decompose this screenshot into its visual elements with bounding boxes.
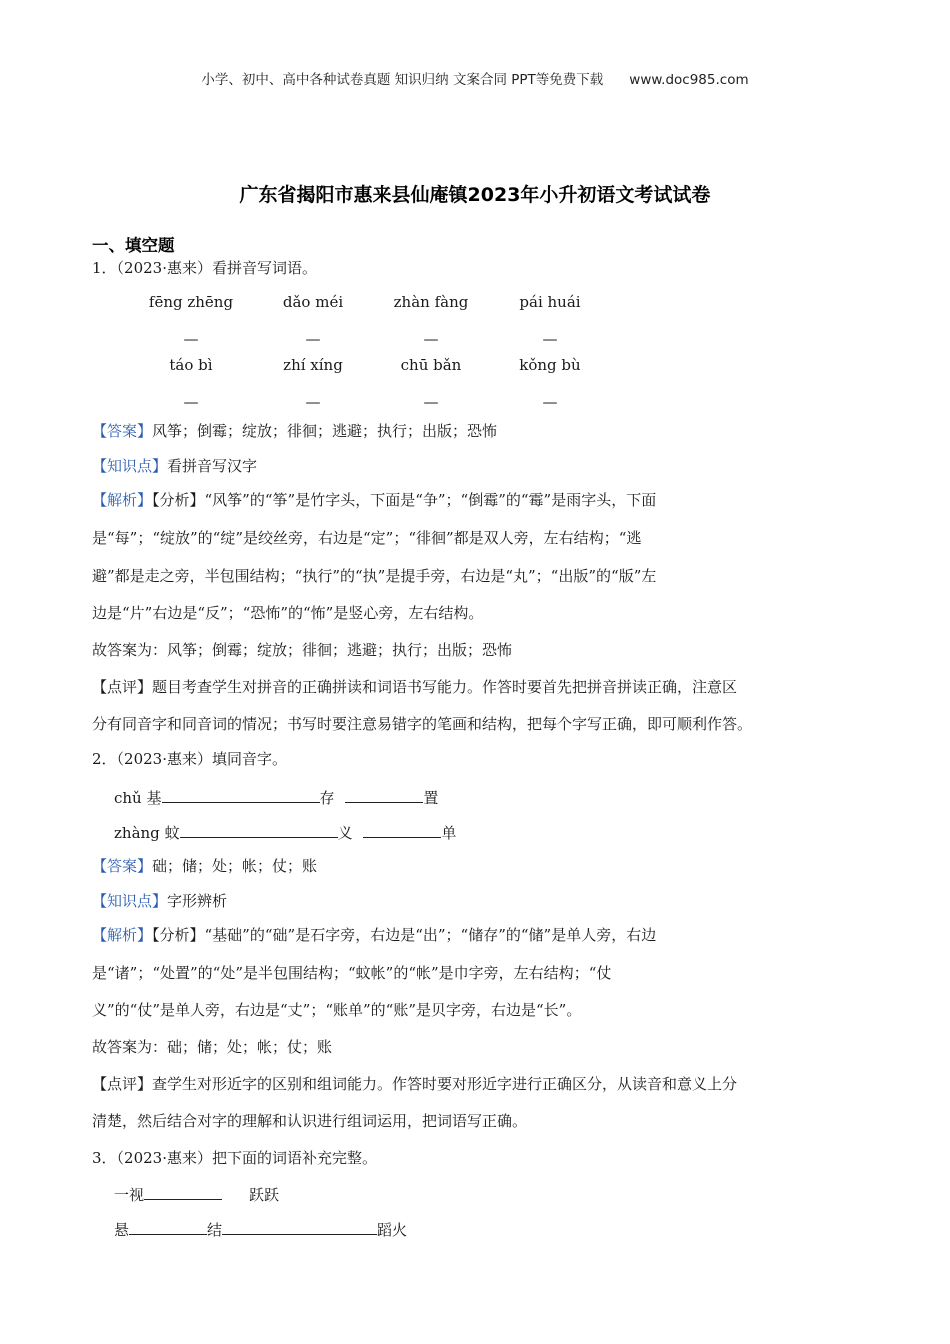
- q1-stem-text: （2023·惠来）看拼音写词语。: [116, 259, 317, 277]
- q2-analysis-text: 【分析】“基础”的“础”是石字旁，右边是“出”；“储存”的“储”是单人旁，右边: [152, 926, 657, 944]
- q2-char: 置: [423, 789, 439, 807]
- analysis-tag: 【解析】: [92, 926, 153, 944]
- header-text: 小学、初中、高中各种试卷真题 知识归纳 文案合同 PPT等免费下载: [201, 72, 604, 88]
- q3-word-part: 蹈火: [377, 1221, 408, 1239]
- q3-stem: [92, 1148, 377, 1168]
- q1-answer-blank[interactable]: —: [305, 393, 321, 411]
- q1-number: 1．: [92, 259, 117, 277]
- answer-tag: 【答案】: [92, 422, 153, 440]
- q3-word-part: 悬: [114, 1221, 130, 1239]
- q1-pinyin: dǎo méi: [282, 293, 344, 311]
- q2-so-answer: 故答案为：础；储；处；帐；仗；账: [92, 1038, 333, 1056]
- q1-knowledge: [92, 456, 257, 476]
- header-url[interactable]: www.doc985.com: [629, 72, 749, 88]
- q1-answer-blank[interactable]: —: [542, 330, 558, 348]
- q1-analysis-line: [92, 490, 656, 510]
- q3-number: 3．: [92, 1149, 117, 1167]
- knowledge-tag: 【知识点】: [92, 457, 168, 475]
- q2-blank[interactable]: [162, 786, 320, 803]
- q3-word-part: 结: [207, 1221, 223, 1239]
- q1-analysis-text: 【分析】“风筝”的“筝”是竹字头，下面是“争”；“倒霉”的“霉”是雨字头，下面: [152, 491, 657, 509]
- q1-analysis-line: 边是“片”右边是“反”；“恐怖”的“怖”是竖心旁，左右结构。: [92, 604, 484, 622]
- knowledge-tag: 【知识点】: [92, 892, 168, 910]
- q2-row: [114, 786, 438, 808]
- q2-analysis-line: [92, 925, 656, 945]
- q3-row: [114, 1183, 279, 1205]
- q2-pinyin: zhàng: [114, 824, 160, 842]
- q1-answer: [92, 421, 497, 441]
- q2-stem-text: （2023·惠来）填同音字。: [116, 750, 287, 768]
- q2-comment-line: 清楚，然后结合对字的理解和认识进行组词运用，把词语写正确。: [92, 1112, 528, 1130]
- q2-char: 义: [337, 824, 353, 842]
- q3-stem-text: （2023·惠来）把下面的词语补充完整。: [116, 1149, 377, 1167]
- q1-pinyin: zhàn fàng: [393, 293, 469, 311]
- q3-row: [114, 1218, 407, 1240]
- q1-pinyin: táo bì: [169, 356, 213, 374]
- q1-so-answer: 故答案为：风筝；倒霉；绽放；徘徊；逃避；执行；出版；恐怖: [92, 641, 513, 659]
- answer-tag: 【答案】: [92, 857, 153, 875]
- q2-answer-text: 础；储；处；帐；仗；账: [152, 857, 318, 875]
- q3-word-part: 跃跃: [249, 1186, 280, 1204]
- q2-analysis-line: 义”的“仗”是单人旁，右边是“丈”；“账单”的“账”是贝字旁，右边是“长”。: [92, 1001, 582, 1019]
- q3-word-part: 一视: [114, 1186, 145, 1204]
- q2-number: 2．: [92, 750, 117, 768]
- q3-blank[interactable]: [129, 1218, 207, 1235]
- q3-blank[interactable]: [144, 1183, 222, 1200]
- q2-knowledge: [92, 891, 227, 911]
- q2-stem: [92, 749, 287, 769]
- q1-comment-line: 【点评】题目考查学生对拼音的正确拼读和词语书写能力。作答时要首先把拼音拼读正确，注意区: [92, 678, 738, 696]
- q1-pinyin: zhí xíng: [283, 356, 343, 374]
- q2-blank[interactable]: [345, 786, 423, 803]
- q1-analysis-line: 避”都是走之旁，半包围结构；“执行”的“执”是提手旁，右边是“丸”；“出版”的“版”左: [92, 567, 657, 585]
- q2-blank[interactable]: [363, 821, 441, 838]
- section-title: 一、填空题: [92, 236, 175, 255]
- q1-answer-blank[interactable]: —: [423, 393, 439, 411]
- q2-analysis-line: 是“诸”；“处置”的“处”是半包围结构；“蚊帐”的“帐”是巾字旁，左右结构；“仗: [92, 964, 612, 982]
- q1-pinyin: kǒng bù: [519, 356, 581, 374]
- q2-answer: [92, 856, 317, 876]
- q1-knowledge-text: 看拼音写汉字: [167, 457, 258, 475]
- q2-row: [114, 821, 456, 843]
- q2-char: 基: [146, 789, 162, 807]
- q2-char: 单: [441, 824, 457, 842]
- q1-pinyin: pái huái: [519, 293, 581, 311]
- q1-analysis-line: 是“每”；“绽放”的“绽”是绞丝旁，右边是“定”；“徘徊”都是双人旁，左右结构；“逃: [92, 529, 642, 547]
- q1-answer-blank[interactable]: —: [183, 393, 199, 411]
- q1-answer-text: 风筝；倒霉；绽放；徘徊；逃避；执行；出版；恐怖: [152, 422, 498, 440]
- q1-comment-line: 分有同音字和同音词的情况；书写时要注意易错字的笔画和结构，把每个字写正确，即可顺利作答。: [92, 715, 753, 733]
- q1-pinyin: chū bǎn: [400, 356, 462, 374]
- q1-answer-blank[interactable]: —: [305, 330, 321, 348]
- q2-pinyin: chǔ: [114, 789, 142, 807]
- q1-answer-blank[interactable]: —: [183, 330, 199, 348]
- analysis-tag: 【解析】: [92, 491, 153, 509]
- page-title: 广东省揭阳市惠来县仙庵镇2023年小升初语文考试试卷: [239, 184, 711, 206]
- q2-char: 存: [319, 789, 335, 807]
- q1-stem: [92, 258, 317, 278]
- q2-blank[interactable]: [180, 821, 338, 838]
- page-header: [0, 68, 950, 88]
- q1-pinyin: fēng zhēng: [148, 293, 234, 311]
- q2-knowledge-text: 字形辨析: [167, 892, 228, 910]
- q1-answer-blank[interactable]: —: [423, 330, 439, 348]
- q3-blank[interactable]: [222, 1218, 377, 1235]
- q1-answer-blank[interactable]: —: [542, 393, 558, 411]
- q2-comment-line: 【点评】查学生对形近字的区别和组词能力。作答时要对形近字进行正确区分，从读音和意义上分: [92, 1075, 738, 1093]
- q2-char: 蚊: [164, 824, 180, 842]
